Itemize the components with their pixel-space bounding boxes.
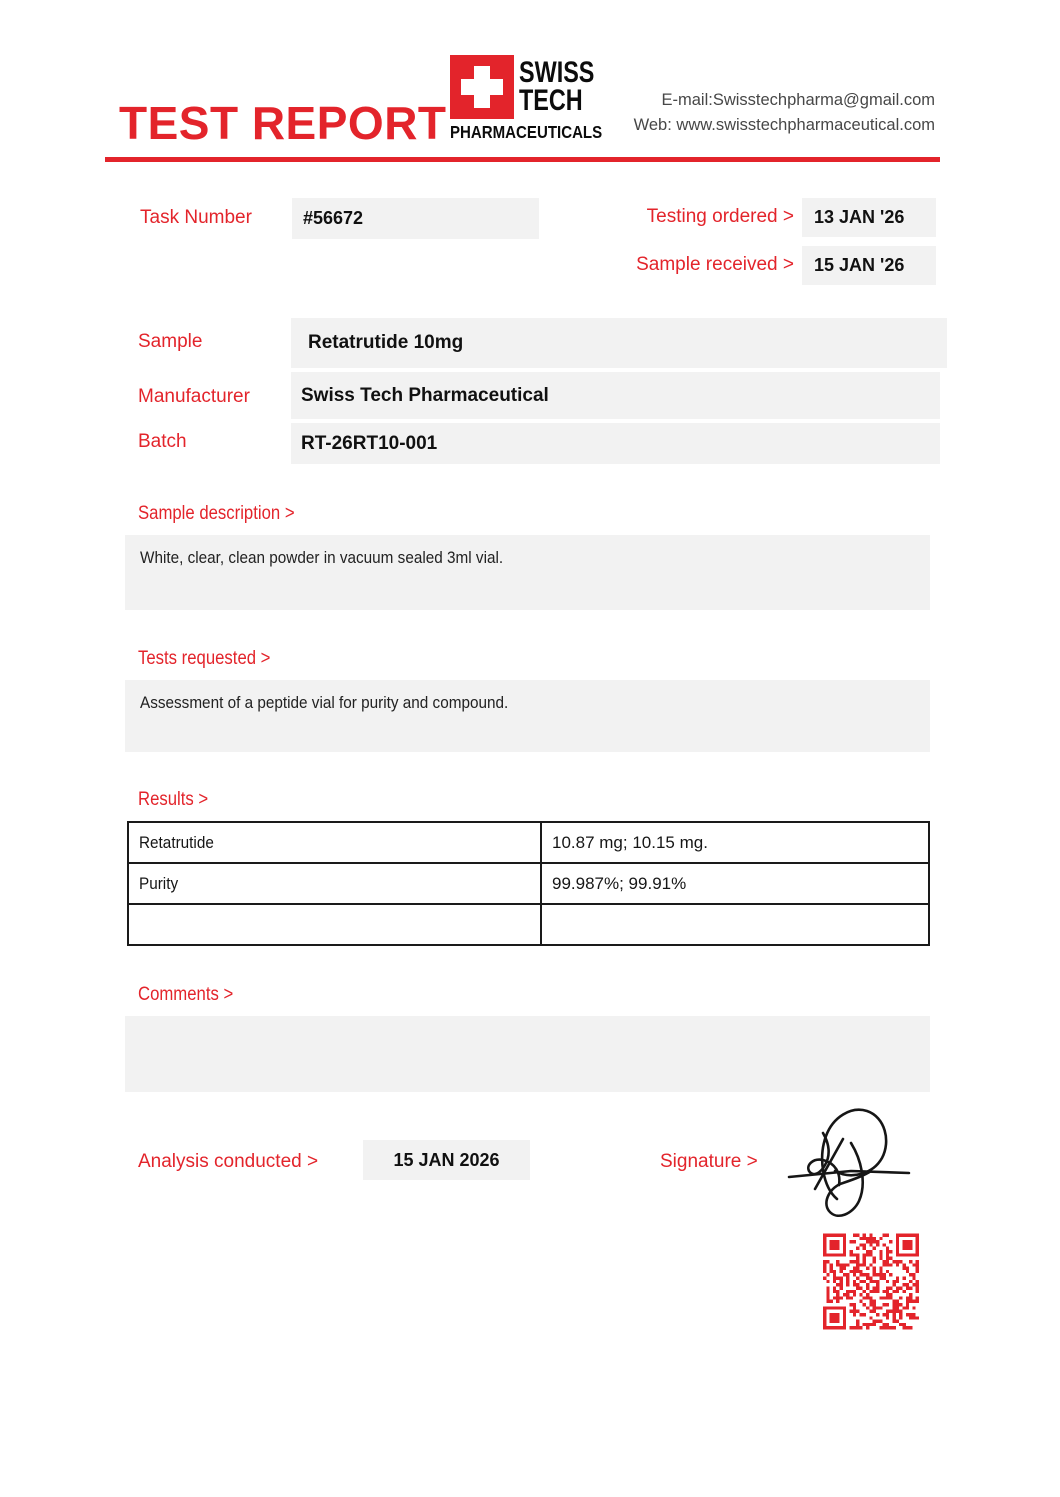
signature-image <box>785 1103 913 1225</box>
testing-ordered-value: 13 JAN '26 <box>802 198 936 237</box>
results-heading: Results > <box>138 789 209 810</box>
tests-requested-heading: Tests requested > <box>138 648 271 669</box>
task-number-label: Task Number <box>140 207 252 228</box>
table-row <box>128 863 929 904</box>
sample-received-value: 15 JAN '26 <box>802 246 936 285</box>
analysis-date-value: 15 JAN 2026 <box>363 1140 530 1180</box>
company-logo <box>450 55 603 143</box>
analysis-conducted-label: Analysis conducted > <box>138 1151 319 1172</box>
batch-value: RT-26RT10-001 <box>291 423 940 464</box>
sample-label: Sample <box>138 331 203 352</box>
tests-requested-box <box>125 680 930 752</box>
contact-info <box>634 88 935 138</box>
comments-box <box>125 1016 930 1092</box>
header-divider <box>105 157 940 162</box>
qr-code <box>823 1232 919 1331</box>
batch-label: Batch <box>138 431 187 452</box>
table-row <box>128 904 929 945</box>
result-value-cell: 99.987%; 99.91% <box>541 863 929 904</box>
task-number-value: #56672 <box>292 198 539 239</box>
comments-heading: Comments > <box>138 984 234 1005</box>
table-row <box>128 822 929 863</box>
result-value-cell: 10.87 mg; 10.15 mg. <box>541 822 929 863</box>
logo-word-tech: TECH <box>519 84 583 117</box>
logo-word-pharmaceuticals: PHARMACEUTICALS <box>450 122 603 142</box>
sample-description-box <box>125 535 930 610</box>
results-table <box>127 821 930 946</box>
sample-value: Retatrutide 10mg <box>291 318 947 368</box>
result-name-cell <box>128 904 541 945</box>
result-name-cell: Retatrutide <box>128 822 541 863</box>
manufacturer-value: Swiss Tech Pharmaceutical <box>291 372 940 419</box>
tests-requested-text: Assessment of a peptide vial for purity and compound. <box>140 693 509 712</box>
page-title: TEST REPORT <box>119 97 447 149</box>
signature-label: Signature > <box>660 1151 758 1172</box>
sample-received-label: Sample received > <box>636 254 794 275</box>
swiss-cross-icon <box>450 55 514 119</box>
sample-description-heading: Sample description > <box>138 503 295 524</box>
result-value-cell <box>541 904 929 945</box>
logo-word-swiss: SWISS <box>519 56 595 90</box>
contact-web: Web: www.swisstechpharmaceutical.com <box>633 115 935 134</box>
sample-description-text: White, clear, clean powder in vacuum sealed 3ml vial. <box>140 548 504 567</box>
manufacturer-label: Manufacturer <box>138 386 250 407</box>
result-name-cell: Purity <box>128 863 541 904</box>
contact-email: E-mail:Swisstechpharma@gmail.com <box>661 91 935 109</box>
testing-ordered-label: Testing ordered > <box>646 206 794 227</box>
